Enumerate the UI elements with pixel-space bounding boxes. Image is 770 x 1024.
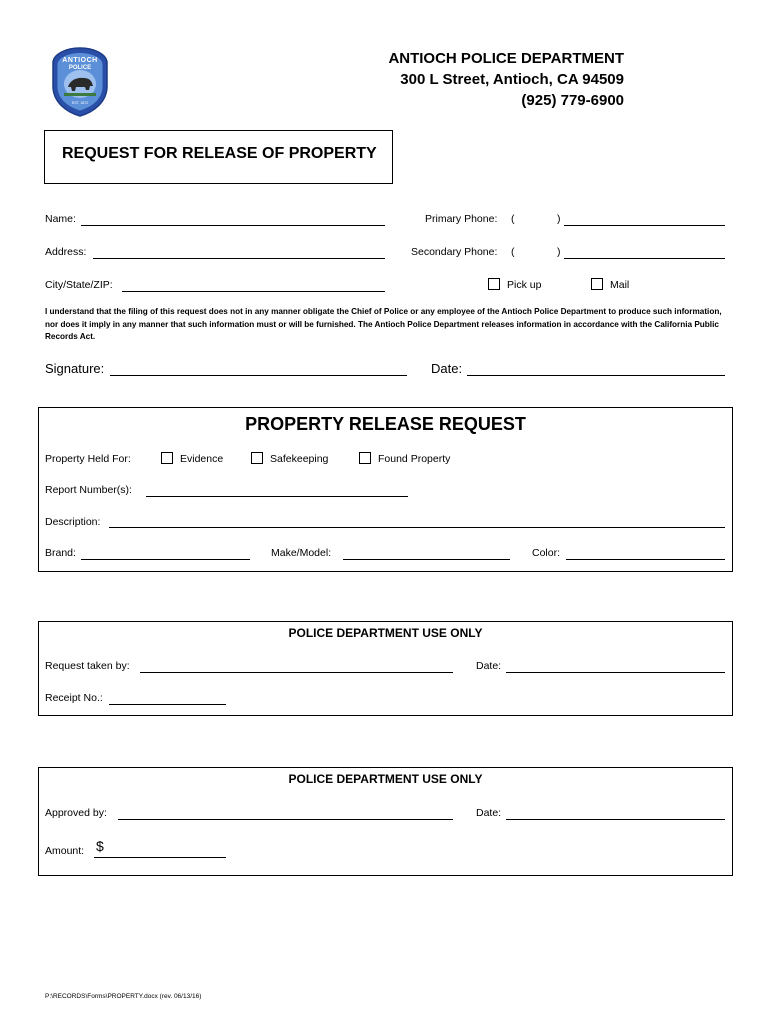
- evidence-label: Evidence: [180, 453, 224, 465]
- approved-by-label: Approved by:: [45, 807, 107, 819]
- dept-use-only-heading-1: POLICE DEPARTMENT USE ONLY: [288, 626, 483, 640]
- city-state-zip-field[interactable]: [122, 291, 385, 292]
- brand-field[interactable]: [81, 559, 250, 560]
- pickup-checkbox[interactable]: [488, 278, 500, 290]
- found-property-label: Found Property: [378, 453, 451, 465]
- primary-phone-label: Primary Phone:: [425, 213, 498, 225]
- approved-by-field[interactable]: [118, 819, 453, 820]
- department-address: 300 L Street, Antioch, CA 94509: [400, 71, 624, 88]
- safekeeping-checkbox[interactable]: [251, 452, 263, 464]
- secondary-phone-open: (: [511, 246, 515, 258]
- department-name: ANTIOCH POLICE DEPARTMENT: [388, 50, 624, 67]
- primary-phone-open: (: [511, 213, 515, 225]
- evidence-checkbox[interactable]: [161, 452, 173, 464]
- badge-top-text: ANTIOCH: [62, 57, 98, 64]
- request-taken-by-field[interactable]: [140, 672, 453, 673]
- address-field[interactable]: [93, 258, 385, 259]
- receipt-no-field[interactable]: [109, 704, 226, 705]
- held-for-label: Property Held For:: [45, 453, 131, 465]
- page-title: REQUEST FOR RELEASE OF PROPERTY: [62, 145, 377, 162]
- color-label: Color:: [532, 547, 561, 559]
- disclaimer-text: I understand that the filing of this request does not in any manner obligate the Chief of Police or any employee of the Antioch Police Department to produce such information, nor does it imply in any manner that such information must or will be furnished. The Antioch Police Department releases information in accordance with the California Public Records Act.: [45, 307, 722, 341]
- signature-field[interactable]: [110, 375, 407, 376]
- use-only-2-date-label: Date:: [476, 807, 502, 819]
- city-state-zip-label: City/State/ZIP:: [45, 279, 113, 291]
- mail-checkbox[interactable]: [591, 278, 603, 290]
- description-label: Description:: [45, 516, 101, 528]
- safekeeping-label: Safekeeping: [270, 453, 329, 465]
- report-number-label: Report Number(s):: [45, 484, 132, 496]
- request-taken-by-label: Request taken by:: [45, 660, 130, 672]
- color-field[interactable]: [566, 559, 725, 560]
- use-only-1-date-field[interactable]: [506, 672, 725, 673]
- name-field[interactable]: [81, 225, 385, 226]
- secondary-phone-close: ): [557, 246, 561, 258]
- badge-bottom-text: POLICE: [68, 65, 92, 71]
- dept-use-only-heading-2: POLICE DEPARTMENT USE ONLY: [288, 772, 483, 786]
- signature-date-label: Date:: [431, 361, 463, 376]
- description-field[interactable]: [109, 527, 725, 528]
- currency-symbol: $: [96, 838, 104, 854]
- police-badge-logo: [50, 46, 110, 118]
- dept-use-only-section-2: [38, 767, 733, 876]
- amount-field[interactable]: [94, 857, 226, 858]
- found-property-checkbox[interactable]: [359, 452, 371, 464]
- primary-phone-field[interactable]: [564, 225, 725, 226]
- badge-est-text: EST. 1872: [71, 101, 89, 105]
- dept-use-only-section-1: [38, 621, 733, 716]
- make-model-field[interactable]: [343, 559, 510, 560]
- property-release-section: [38, 407, 733, 572]
- signature-label: Signature:: [45, 361, 105, 376]
- make-model-label: Make/Model:: [271, 547, 332, 559]
- receipt-no-label: Receipt No.:: [45, 692, 103, 704]
- address-label: Address:: [45, 246, 87, 258]
- department-phone: (925) 779-6900: [521, 92, 624, 109]
- primary-phone-close: ): [557, 213, 561, 225]
- amount-label: Amount:: [45, 845, 85, 857]
- pickup-label: Pick up: [507, 279, 542, 291]
- name-label: Name:: [45, 213, 76, 225]
- secondary-phone-label: Secondary Phone:: [411, 246, 498, 258]
- title-box: [44, 130, 393, 184]
- mail-label: Mail: [610, 279, 630, 291]
- use-only-2-date-field[interactable]: [506, 819, 725, 820]
- department-header: [330, 48, 624, 111]
- secondary-phone-field[interactable]: [564, 258, 725, 259]
- brand-label: Brand:: [45, 547, 76, 559]
- property-section-heading: PROPERTY RELEASE REQUEST: [245, 414, 526, 434]
- use-only-1-date-label: Date:: [476, 660, 502, 672]
- signature-date-field[interactable]: [467, 375, 725, 376]
- footer-file-path: P:\RECORDS\Forms\PROPERTY.docx (rev. 06/13/16): [45, 993, 202, 1000]
- report-number-field[interactable]: [146, 496, 408, 497]
